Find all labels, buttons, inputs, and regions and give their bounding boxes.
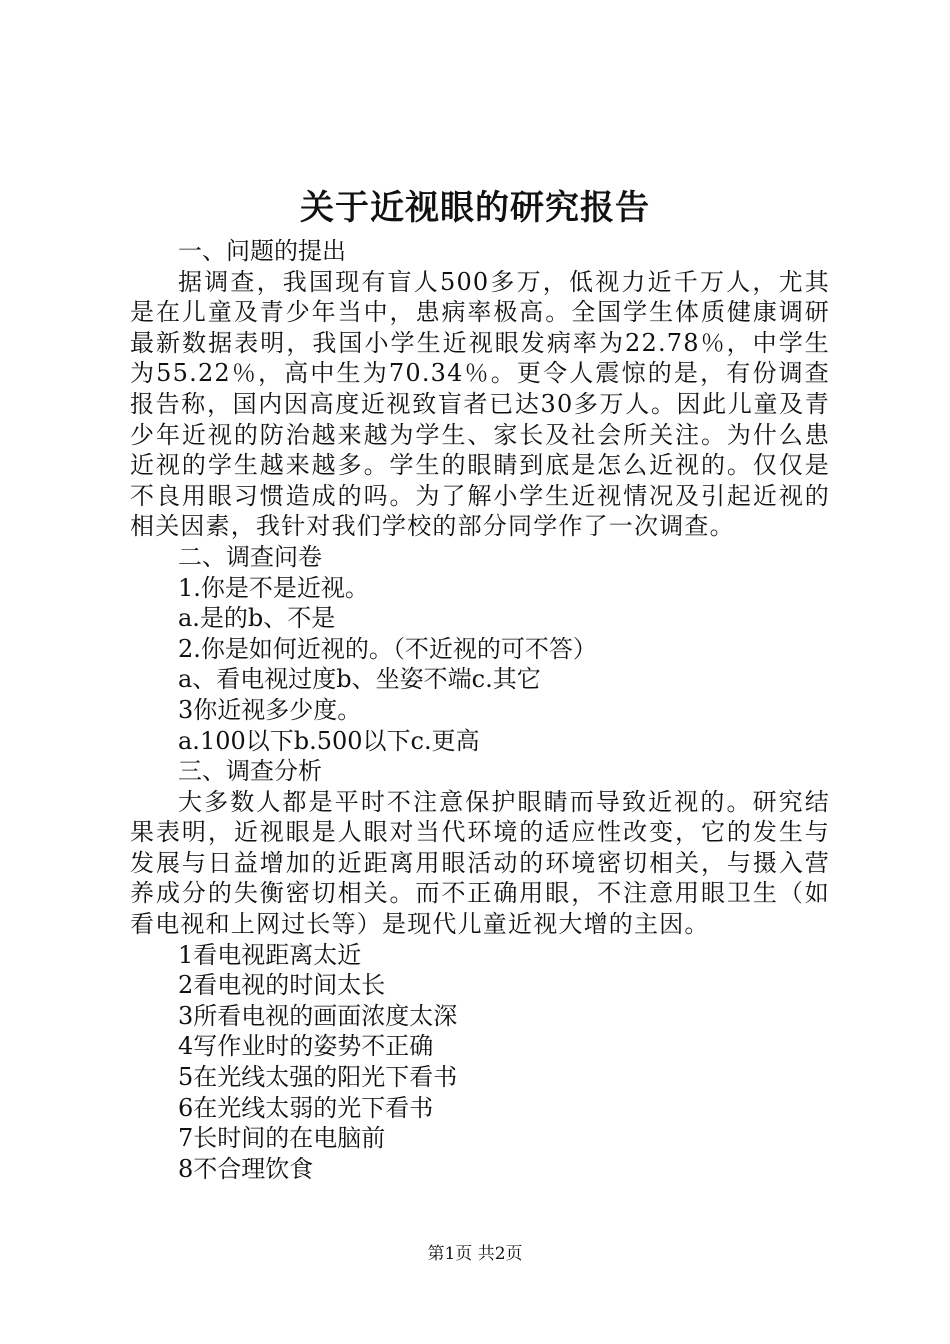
page-number: 第1页 共2页 <box>427 1244 523 1264</box>
cause-item: 6在光线太弱的光下看书 <box>178 1093 434 1122</box>
cause-item: 3所看电视的画面浓度太深 <box>178 1001 458 1030</box>
document-title: 关于近视眼的研究报告 <box>300 188 650 228</box>
section-heading-problem: 一、问题的提出 <box>178 237 346 265</box>
cause-item: 4写作业时的姿势不正确 <box>178 1032 434 1061</box>
cause-item: 7长时间的在电脑前 <box>178 1124 386 1153</box>
question-options: a、看电视过度b、坐姿不端c.其它 <box>178 665 541 694</box>
question-item: 1.你是不是近视。 <box>178 573 369 602</box>
cause-item: 8不合理饮食 <box>178 1154 314 1183</box>
paragraph-problem: 据调查，我国现有盲人500多万，低视力近千万人，尤其是在儿童及青少年当中，患病率极高。全国学生体质健康调研最新数据表明，我国小学生近视眼发病率为22.78％，中学生为55.22％，高中生为70.34％。更令人震惊的是，有份调查报告称，国内因高度近视致盲者已达30多万人。因此儿童及青少年近视的防治越来越为学生、家长及社会所关注。为什么患近视的学生越来越多。学生的眼睛到底是怎么近视的。仅仅是不良用眼习惯造成的吗。为了解小学生近视情况及引起近视的相关因素，我针对我们学校的部分同学作了一次调查。 <box>130 267 830 541</box>
cause-item: 1看电视距离太近 <box>178 940 362 969</box>
section-heading-analysis: 三、调查分析 <box>178 757 322 786</box>
paragraph-analysis: 大多数人都是平时不注意保护眼睛而导致近视的。研究结果表明，近视眼是人眼对当代环境的适应性改变，它的发生与发展与日益增加的近距离用眼活动的环境密切相关，与摄入营养成分的失衡密切相关。而不正确用眼，不注意用眼卫生（如看电视和上网过长等）是现代儿童近视大增的主因。 <box>130 787 830 939</box>
question-item: 2.你是如何近视的。（不近视的可不答） <box>178 634 597 663</box>
cause-item: 5在光线太强的阳光下看书 <box>178 1063 458 1092</box>
document-body <box>130 236 830 1184</box>
cause-item: 2看电视的时间太长 <box>178 971 386 1000</box>
question-options: a.是的b、不是 <box>178 604 336 633</box>
section-heading-questionnaire: 二、调查问卷 <box>178 542 322 571</box>
question-options: a.100以下b.500以下c.更高 <box>178 726 480 755</box>
question-item: 3你近视多少度。 <box>178 695 362 724</box>
